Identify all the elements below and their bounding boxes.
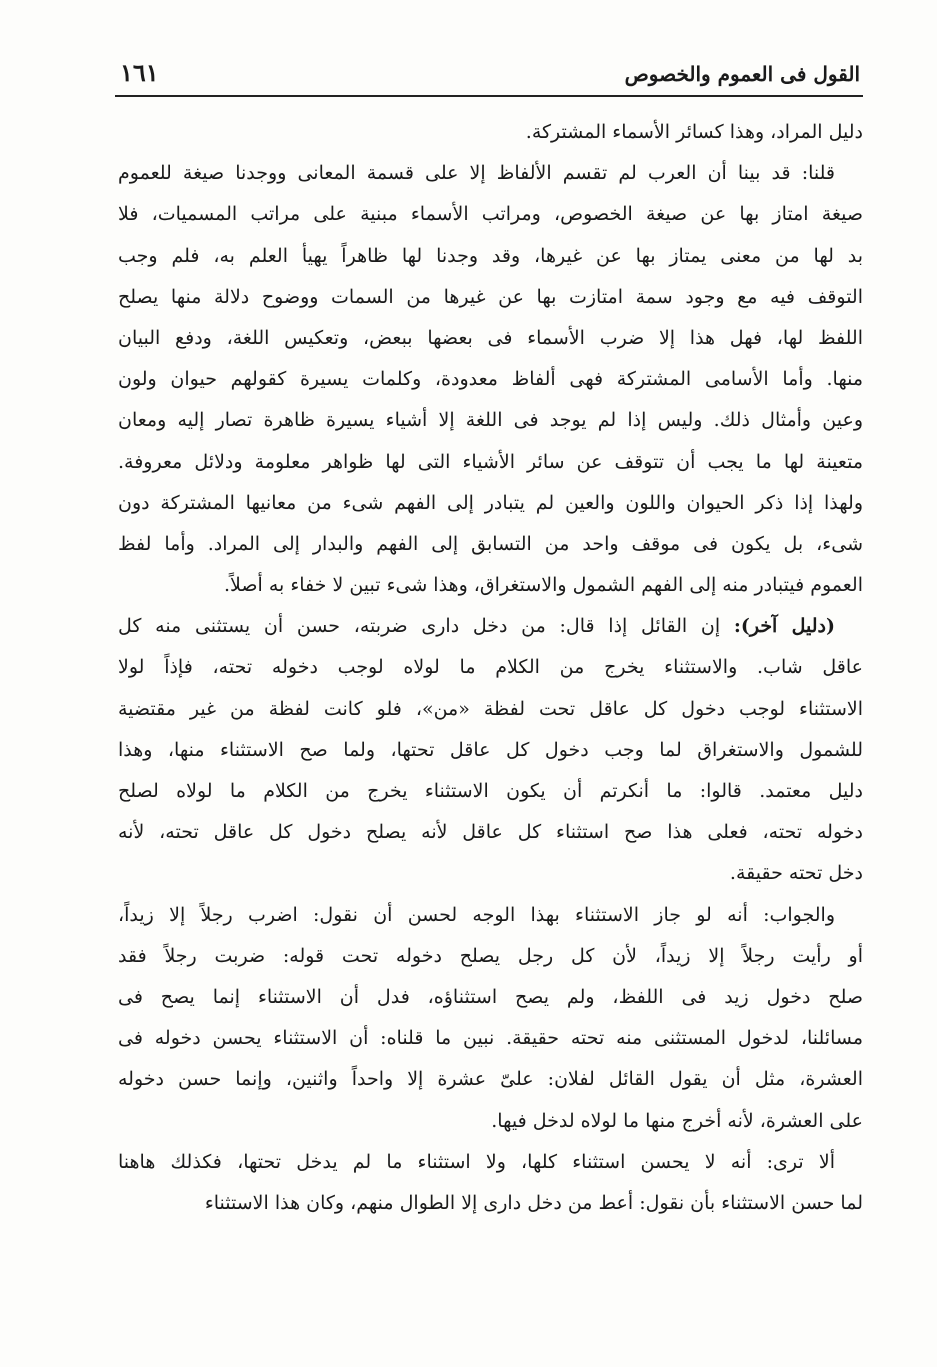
text-line: عاقل شاب. والاستثناء يخرج من الكلام ما لولاه لوجب دخوله تحته، فإذاً لولا xyxy=(118,656,863,679)
text-line: دليل معتمد. قالوا: ما أنكرتم أن يكون الاستثناء يخرج من الكلام ما لولاه لصلح xyxy=(118,780,863,802)
text-line: العشرة، مثل أن يقول القائل لفلان: علىّ عشرة إلا واحداً واثنين، وإنما حسن دخوله xyxy=(118,1068,863,1091)
page-number: ١٦١ xyxy=(120,58,159,87)
paragraph xyxy=(118,606,863,894)
text-line xyxy=(118,606,863,647)
paragraph-lead: (دليل آخر): xyxy=(733,615,835,638)
text-line: دخوله تحته، فعلى هذا صح استثناء كل عاقل لأنه يصلح دخول كل عاقل تحته، لأنه xyxy=(118,821,863,844)
text-line: دليل المراد، وهذا كسائر الأسماء المشتركة. xyxy=(525,121,863,143)
text-line: صيغة امتاز بها عن صيغة الخصوص، ومراتب الأسماء مبنية على مراتب المسميات، فلا xyxy=(118,203,863,226)
text-line: على العشرة، لأنه أخرج منها ما لولاه لدخل فيها. xyxy=(491,1109,863,1132)
header-rule xyxy=(115,95,863,97)
text-line: دخل تحته حقيقة. xyxy=(729,862,863,885)
paragraph xyxy=(118,112,863,153)
text-line: أو رأيت رجلاً إلا زيداً، لأن كل رجل يصلح دخوله تحت قوله: ضربت رجلاً فقد xyxy=(118,944,863,967)
text-line: ألا ترى: أنه لا يحسن استثناء كلها، ولا استثناء ما لم يدخل تحتها، فكذلك هاهنا xyxy=(118,1150,835,1173)
text-line: مسائلنا، لدخول المستثنى منه تحته حقيقة. نبين ما قلناه: أن الاستثناء يحسن دخوله فى xyxy=(118,1027,863,1050)
paragraph xyxy=(118,153,863,606)
text-line: لما حسن الاستثناء بأن نقول: أعط من دخل دارى إلا الطوال منهم، وكان هذا الاستثناء xyxy=(204,1191,863,1214)
text-line: والجواب: أنه لو جاز الاستثناء بهذا الوجه لحسن أن نقول: اضرب رجلاً إلا زيداً، xyxy=(118,903,835,926)
paragraph xyxy=(118,895,863,1142)
running-header xyxy=(115,58,860,94)
text-line: للشمول والاستغراق لما وجب دخول كل عاقل تحتها، ولما صح الاستثناء منها، وهذا xyxy=(118,738,863,761)
text-line: العموم فيتبادر منه إلى الفهم الشمول والاستغراق، وهذا شىء تبين لا خفاء به أصلاً. xyxy=(223,574,863,597)
text-line: وعين وأمثال ذلك. وليس إذا لم يوجد فى اللغة إلا أشياء يسيرة ظاهرة تصار إليه ومعان xyxy=(118,409,863,432)
text-line: متعينة لها ما يجب أن تتوقف عن سائر الأشياء التى لها ظواهر معلومة ودلائل معروفة. xyxy=(118,450,863,473)
text-line: التوقف فيه مع وجود سمة امتازت بها عن غيرها من السمات ووضوح دلالة منها يصلح xyxy=(118,285,863,308)
text-line: اللفظ لها، فهل هذا إلا ضرب الأسماء فى بعضها ببعض، وتعكيس اللغة، ودفع البيان xyxy=(118,326,863,349)
paragraph xyxy=(118,1142,863,1224)
text-line: صلح دخول زيد فى اللفظ، ولم يصح استثناؤه، فدل أن الاستثناء إنما يصح فى xyxy=(118,985,863,1008)
page-body xyxy=(118,112,863,1224)
text-line: بد لها من معنى يمتاز بها عن غيرها، وقد وجدنا لها ظاهراً يهيأ العلم به، فلم وجب xyxy=(118,244,863,267)
chapter-title: القول فى العموم والخصوص xyxy=(624,62,860,86)
text-line: شىء، بل يكون فى موقف واحد من التسابق إلى الفهم والبدار إلى المراد. وأما لفظ xyxy=(118,532,863,555)
text-line: منها. وأما الأسامى المشتركة فهى ألفاظ معدودة، وكلمات يسيرة كقولهم حيوان ولون xyxy=(118,368,863,391)
text-line: قلنا: قد بينا أن العرب لم تقسم الألفاظ إلا على قسمة المعانى ووجدنا صيغة للعموم xyxy=(118,162,835,185)
text-line: ولهذا إذا ذكر الحيوان واللون والعين لم يتبادر إلى الفهم شىء من معانيها المشتركة دون xyxy=(118,491,863,514)
text-line: الاستثناء لوجب دخول كل عاقل تحت لفظة «من»، فلو كانت لفظة من غير مقتضية xyxy=(118,697,863,720)
text-line-rest: إن القائل إذا قال: من دخل دارى ضربته، حسن أن يستثنى منه كل xyxy=(118,615,734,638)
